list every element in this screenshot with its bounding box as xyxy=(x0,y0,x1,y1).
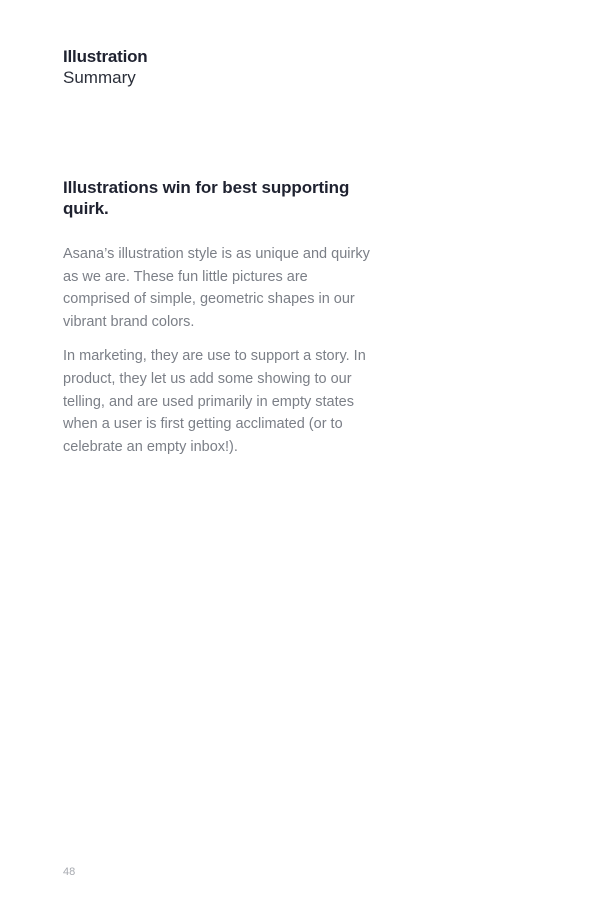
content-headline: Illustrations win for best supporting quirk. xyxy=(63,178,350,218)
page-number: 48 xyxy=(63,866,76,878)
body-paragraph-1: Asana’s illustration style is as unique and quirky as we are. These fun little pictures are comprised of simple, geometric shapes in our vibrant brand colors. xyxy=(63,246,370,330)
page-header xyxy=(63,47,363,88)
main-content xyxy=(63,177,373,470)
section-title: Illustration xyxy=(63,47,148,66)
body-paragraph-2: In marketing, they are use to support a story. In product, they let us add some showing to our telling, and are used primarily in empty states when a user is first getting acclimated (or to celebrate an empty inbox!). xyxy=(63,348,366,455)
section-subtitle: Summary xyxy=(63,68,136,87)
